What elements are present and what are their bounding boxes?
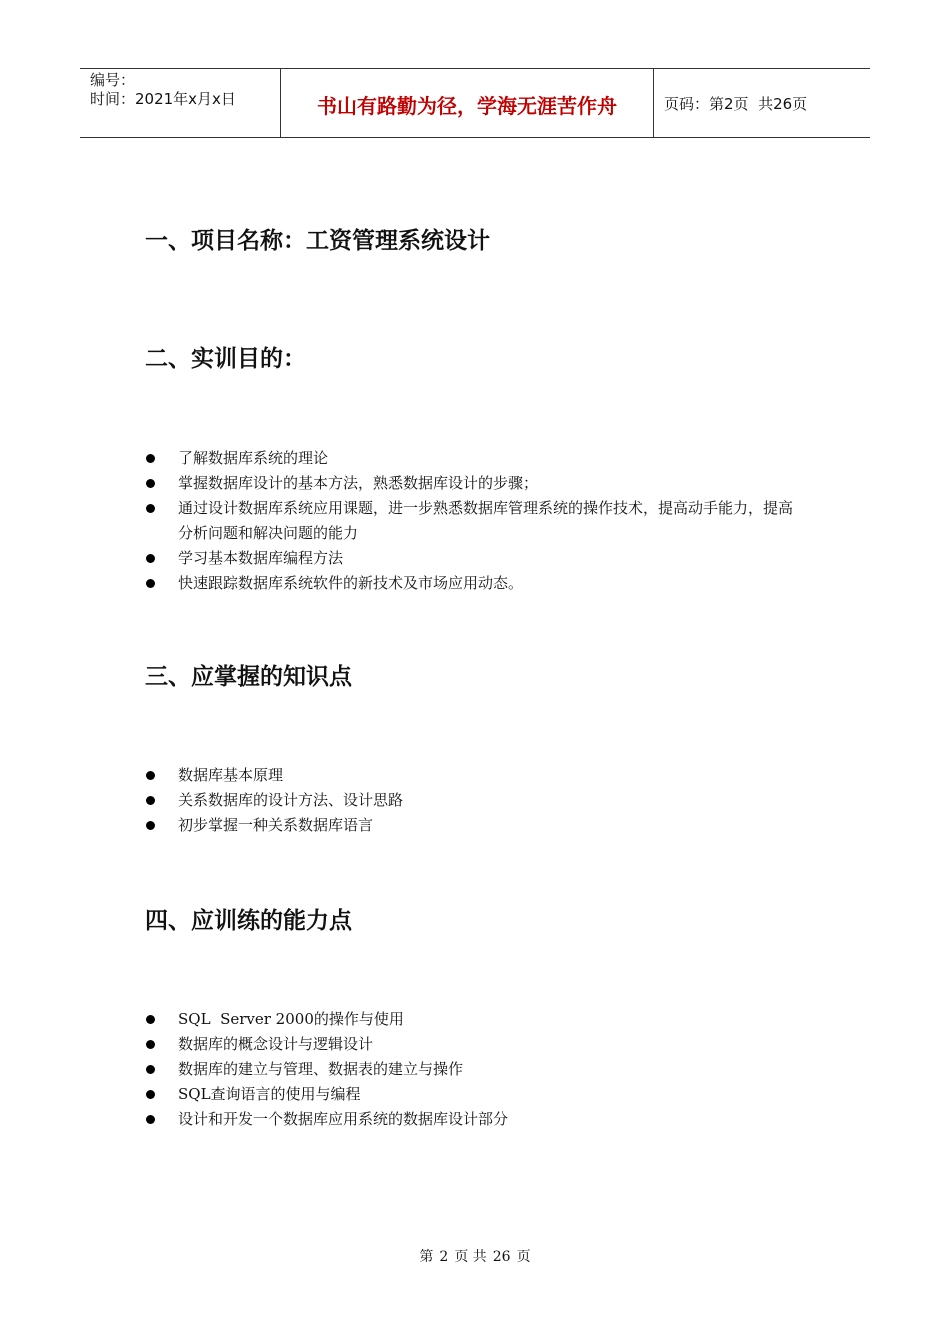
page-header	[80, 68, 870, 138]
page-footer	[0, 1246, 950, 1266]
header-motto: 书山有路勤为径，学海无涯苦作舟	[281, 69, 654, 137]
section-title-ability-points: 四、应训练的能力点	[145, 908, 352, 934]
bullet-icon	[146, 1065, 155, 1074]
list-item: SQL查询语言的使用与编程	[145, 1082, 825, 1107]
footer-total-pages: 26	[492, 1249, 511, 1265]
footer-current-page: 2	[439, 1249, 449, 1265]
bullet-icon	[146, 1115, 155, 1124]
bullet-icon	[146, 1090, 155, 1099]
header-number-label: 编号：	[90, 71, 136, 89]
footer-prefix: 第	[419, 1249, 434, 1265]
list-item: 设计和开发一个数据库应用系统的数据库设计部分	[145, 1107, 825, 1132]
bullet-icon	[146, 579, 155, 588]
list-item: 数据库的概念设计与逻辑设计	[145, 1032, 825, 1057]
header-page-info	[654, 69, 870, 137]
bullet-icon	[146, 454, 155, 463]
header-page-info-text: 页码：第2页 共26页	[664, 94, 808, 113]
list-item: 关系数据库的设计方法、设计思路	[145, 788, 825, 813]
footer-middle: 页 共	[454, 1249, 487, 1265]
list-item: 数据库的建立与管理、数据表的建立与操作	[145, 1057, 825, 1082]
bullet-icon	[146, 504, 155, 513]
list-item: 初步掌握一种关系数据库语言	[145, 813, 825, 838]
bullet-icon	[146, 821, 155, 830]
bullet-icon	[146, 796, 155, 805]
knowledge-points-list	[145, 763, 825, 838]
training-goals-list	[145, 446, 825, 596]
bullet-icon	[146, 479, 155, 488]
section-title-knowledge-points: 三、应掌握的知识点	[145, 664, 352, 690]
list-item: 掌握数据库设计的基本方法，熟悉数据库设计的步骤；	[145, 471, 825, 496]
bullet-icon	[146, 1015, 155, 1024]
list-item: 快速跟踪数据库系统软件的新技术及市场应用动态。	[145, 571, 825, 596]
list-item: 通过设计数据库系统应用课题，进一步熟悉数据库管理系统的操作技术，提高动手能力，提高分析问题和解决问题的能力	[145, 496, 825, 546]
list-item: SQL Server 2000的操作与使用	[145, 1007, 825, 1032]
footer-suffix: 页	[516, 1249, 531, 1265]
list-item: 了解数据库系统的理论	[145, 446, 825, 471]
header-meta	[80, 69, 281, 137]
section-title-project-name: 一、项目名称：工资管理系统设计	[145, 228, 490, 254]
header-time-label: 时间：2021年x月x日	[90, 90, 236, 108]
bullet-icon	[146, 771, 155, 780]
bullet-icon	[146, 554, 155, 563]
list-item: 学习基本数据库编程方法	[145, 546, 825, 571]
list-item: 数据库基本原理	[145, 763, 825, 788]
ability-points-list	[145, 1007, 825, 1132]
section-title-training-goals: 二、实训目的：	[145, 346, 306, 372]
bullet-icon	[146, 1040, 155, 1049]
